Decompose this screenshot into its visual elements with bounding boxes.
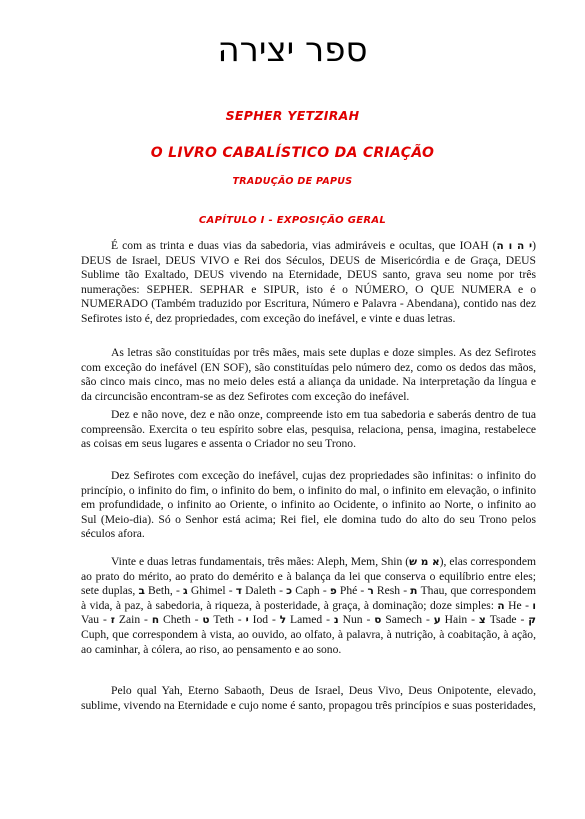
paragraph-4 [81, 469, 536, 542]
p5-text-c: Beth, - [144, 584, 183, 598]
p5-text-u: Cuph, que correspondem à vista, ao ouvido, ao olfato, à palavra, à nutrição, à coabitação, à ação, ao caminhar, à cólera, ao riso, ao pensamento e ao sono. [81, 627, 536, 656]
p4-text: Dez Sefirotes com exceção do inefável, cujas dez propriedades são infinitas: o infinito do princípio, o infinito do fim, o infinito do bem, o infinito do mal, o infinito em elevação, o infinito em profundidade, o infinito ao Oriente, o infinito ao Ocidente, o infinito ao Norte, o infinito ao Sul (Meio-dia). Só o Senhor está acima; Rei fiel, ele domina tudo do alto do seu Trono pelos séculos afora. [81, 469, 536, 541]
p5-text-l: Zain - [114, 613, 152, 627]
hebrew-letter-samekh: ס [374, 614, 382, 627]
p5-text-d: Ghimel - [187, 584, 236, 598]
hebrew-letter-pe: פ [329, 585, 337, 598]
hebrew-title: ספר יצירה [217, 30, 368, 70]
p5-text-t: Tsade - [485, 613, 529, 627]
hebrew-letter-vav: ו [532, 599, 536, 612]
paragraph-5 [81, 555, 536, 657]
p5-text-h: Resh - [373, 584, 411, 598]
paragraph-3 [81, 408, 536, 452]
hebrew-letter-tav: ת [410, 585, 418, 598]
p5-text-n: Teth - [209, 613, 246, 627]
p5-text-e: Daleth - [241, 584, 287, 598]
hebrew-letter-zayin: ז [110, 614, 115, 627]
p1-text-a: É com as trinta e duas vias da sabedoria, vias admiráveis e ocultas, que IOAH ( [111, 239, 497, 252]
p5-text-f: Caph - [292, 584, 330, 598]
hebrew-letter-kaf: כ [286, 585, 293, 598]
hebrew-letter-tet: ט [202, 614, 210, 627]
p5-text-q: Nun - [338, 613, 375, 627]
p5-text-a: Vinte e duas letras fundamentais, três mães: Aleph, Mem, Shin ( [111, 555, 410, 568]
p1-text-b: ) DEUS de Israel, DEUS VIVO e Rei dos Séculos, DEUS de Misericórdia e de Graça, DEUS Sublime tão Exaltado, DEUS vivendo na Eternidade, DEUS santo, grava seu nome por três numerações: SEPHER. SEPHAR e SIPUR, isto é o NÚMERO, O QUE NUMERA e o NUMERADO (Também traduzido por Escritura, Número e Palavra - Abendana), contido nas dez Sefirotes isto é, dez propriedades, com exceção do inefável, e vinte e duas letras. [81, 239, 537, 325]
p5-text-p: Lamed - [286, 613, 334, 627]
document-subtitle: O LIVRO CABALÍSTICO DA CRIAÇÃO [150, 145, 435, 161]
paragraph-2 [81, 346, 536, 404]
p5-text-r: Samech - [381, 613, 434, 627]
hebrew-letter-het: ח [151, 614, 160, 627]
hebrew-letter-bet: ב [138, 585, 145, 598]
p5-text-o: Iod - [248, 613, 280, 627]
hebrew-letter-nun: נ [333, 614, 339, 627]
p5-text-g: Phé - [336, 584, 368, 598]
p5-text-b: ), elas correspondem ao prato do mérito, ao prato do demérito e à balança da lei que conserva o equilíbrio entre eles; sete duplas, [81, 555, 536, 598]
hebrew-letter-he: ה [497, 599, 505, 612]
paragraph-1 [81, 239, 536, 327]
hebrew-letter-qof: ק [528, 614, 537, 627]
p5-text-m: Cheth - [159, 613, 203, 627]
hebrew-letter-tsade: צ [478, 614, 486, 627]
p5-text-k: Vau - [81, 613, 111, 627]
chapter-heading: CAPÍTULO I - EXPOSIÇÃO GERAL [198, 215, 387, 226]
hebrew-letter-ayin: ע [433, 614, 441, 627]
hebrew-letter-gimel: ג [182, 585, 188, 598]
p2-text: As letras são constituídas por três mães, mais sete duplas e doze simples. As dez Sefirotes com exceção do inefável (EN SOF), são constituídas pelo número dez, como os dedos das mãos, são cinco mais cinco, mas no meio deles está a aliança da unidade. Na interpretação da língua e da circuncisão encontram-se as dez Sefirotes com exceção do inefável. [81, 346, 536, 403]
p6-text: Pelo qual Yah, Eterno Sabaoth, Deus de Israel, Deus Vivo, Deus Onipotente, elevado, sublime, vivendo na Eternidade e cujo nome é santo, propagou três princípios e suas posteridades, [81, 684, 536, 712]
document-title: SEPHER YETZIRAH [225, 108, 360, 123]
hebrew-letter-dalet: ד [235, 585, 242, 598]
p5-text-j: He - [504, 598, 533, 612]
hebrew-mother-letters: א מ ש [409, 556, 440, 568]
p3-text: Dez e não nove, dez e não onze, compreende isto em tua sabedoria e saberás dentro de tua compreensão. Exercita o teu espírito sobre elas, pesquisa, relaciona, pensa, imagina, restabelece as coisas em seus lugares e assenta o Criador no seu Trono. [81, 408, 536, 451]
hebrew-letter-yod: י [245, 614, 249, 627]
hebrew-letter-resh: ר [367, 585, 374, 598]
hebrew-letter-lamed: ל [279, 614, 287, 627]
p5-text-s: Hain - [440, 613, 479, 627]
p5-text-i: Thau, que correspondem à vida, à paz, à sabedoria, à riqueza, à posteridade, à graça, à dominação; doze simples: [81, 584, 536, 612]
hebrew-tetragrammaton: י ה ו ה [496, 240, 533, 252]
translation-credit: TRADUÇÃO DE PAPUS [232, 176, 353, 187]
paragraph-6 [81, 684, 536, 713]
